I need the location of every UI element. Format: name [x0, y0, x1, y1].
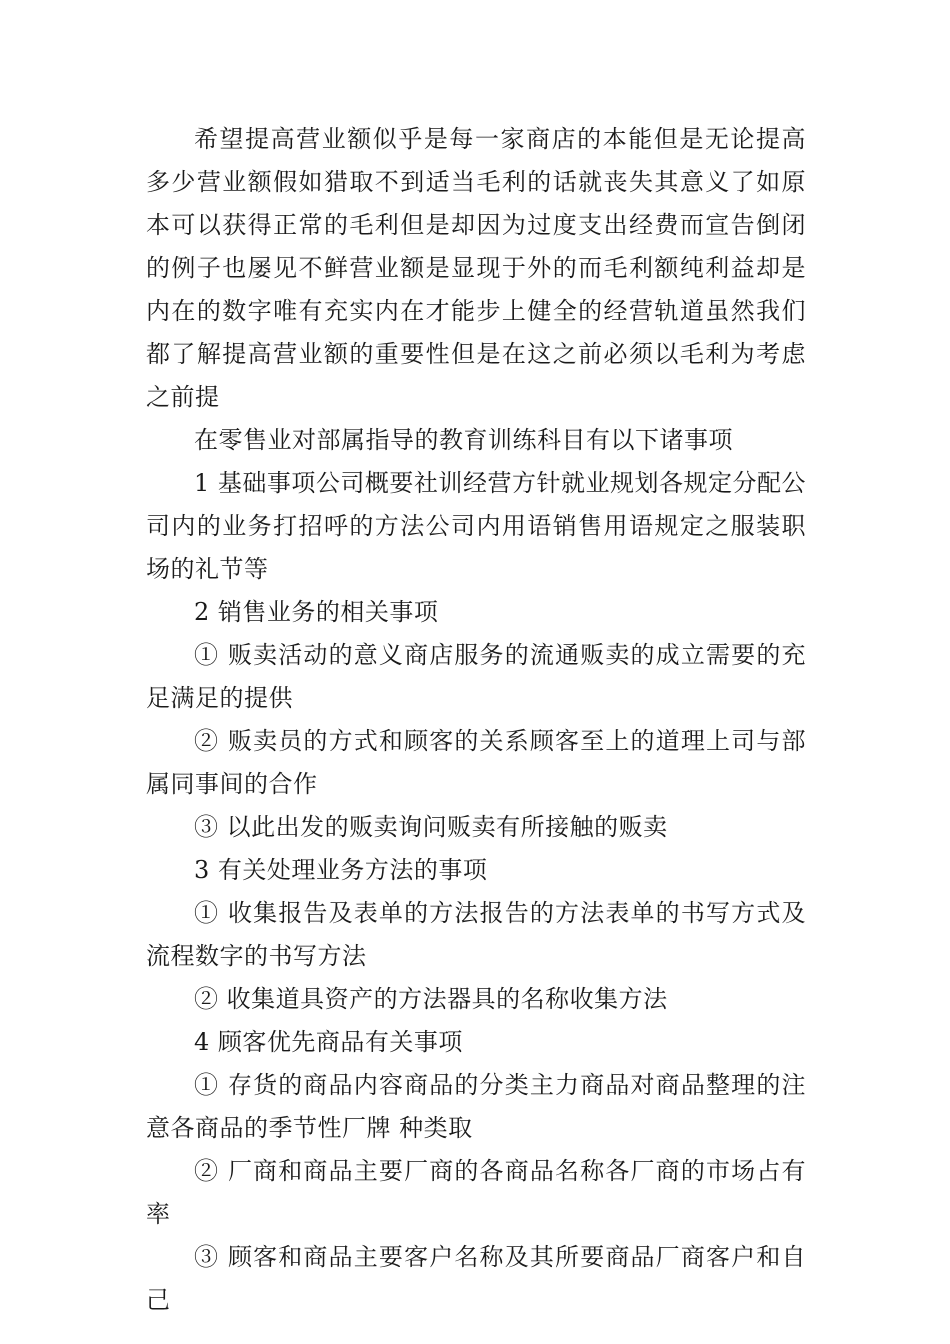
- paragraph-item-4-products: 4 顾客优先商品有关事项: [194, 1028, 463, 1056]
- document-body: [146, 118, 806, 1322]
- paragraph-item-2-sub-2: ② 贩卖员的方式和顾客的关系顾客至上的道理上司与部属同事间的合作: [146, 727, 806, 798]
- paragraph-item-2-sub-3: ③ 以此出发的贩卖询问贩卖有所接触的贩卖: [194, 813, 668, 841]
- paragraph-item-3-procedures: 3 有关处理业务方法的事项: [194, 856, 488, 884]
- paragraph-item-3-sub-2: ② 收集道具资产的方法器具的名称收集方法: [194, 985, 668, 1013]
- paragraph-item-4-sub-1: ① 存货的商品内容商品的分类主力商品对商品整理的注意各商品的季节性厂牌 种类取: [146, 1071, 806, 1142]
- paragraph-item-1-basics: 1 基础事项公司概要社训经营方针就业规划各规定分配公司内的业务打招呼的方法公司内用语销售用语规定之服装职场的礼节等: [146, 469, 806, 583]
- paragraph-item-4-sub-3: ③ 顾客和商品主要客户名称及其所要商品厂商客户和自己: [146, 1243, 806, 1314]
- paragraph-item-3-sub-1: ① 收集报告及表单的方法报告的方法表单的书写方式及流程数字的书写方法: [146, 899, 806, 970]
- paragraph-training-subjects: 在零售业对部属指导的教育训练科目有以下诸事项: [194, 426, 733, 454]
- paragraph-item-2-sub-1: ① 贩卖活动的意义商店服务的流通贩卖的成立需要的充足满足的提供: [146, 641, 806, 712]
- paragraph-item-2-sales: 2 销售业务的相关事项: [194, 598, 439, 626]
- paragraph-item-4-sub-2: ② 厂商和商品主要厂商的各商品名称各厂商的市场占有率: [146, 1157, 806, 1228]
- paragraph-profit-intro: 希望提高营业额似乎是每一家商店的本能但是无论提高多少营业额假如猎取不到适当毛利的话就丧失其意义了如原本可以获得正常的毛利但是却因为过度支出经费而宣告倒闭的例子也屡见不鲜营业额是显现于外的而毛利额纯利益却是内在的数字唯有充实内在才能步上健全的经营轨道虽然我们都了解提高营业额的重要性但是在这之前必须以毛利为考虑之前提: [146, 125, 806, 411]
